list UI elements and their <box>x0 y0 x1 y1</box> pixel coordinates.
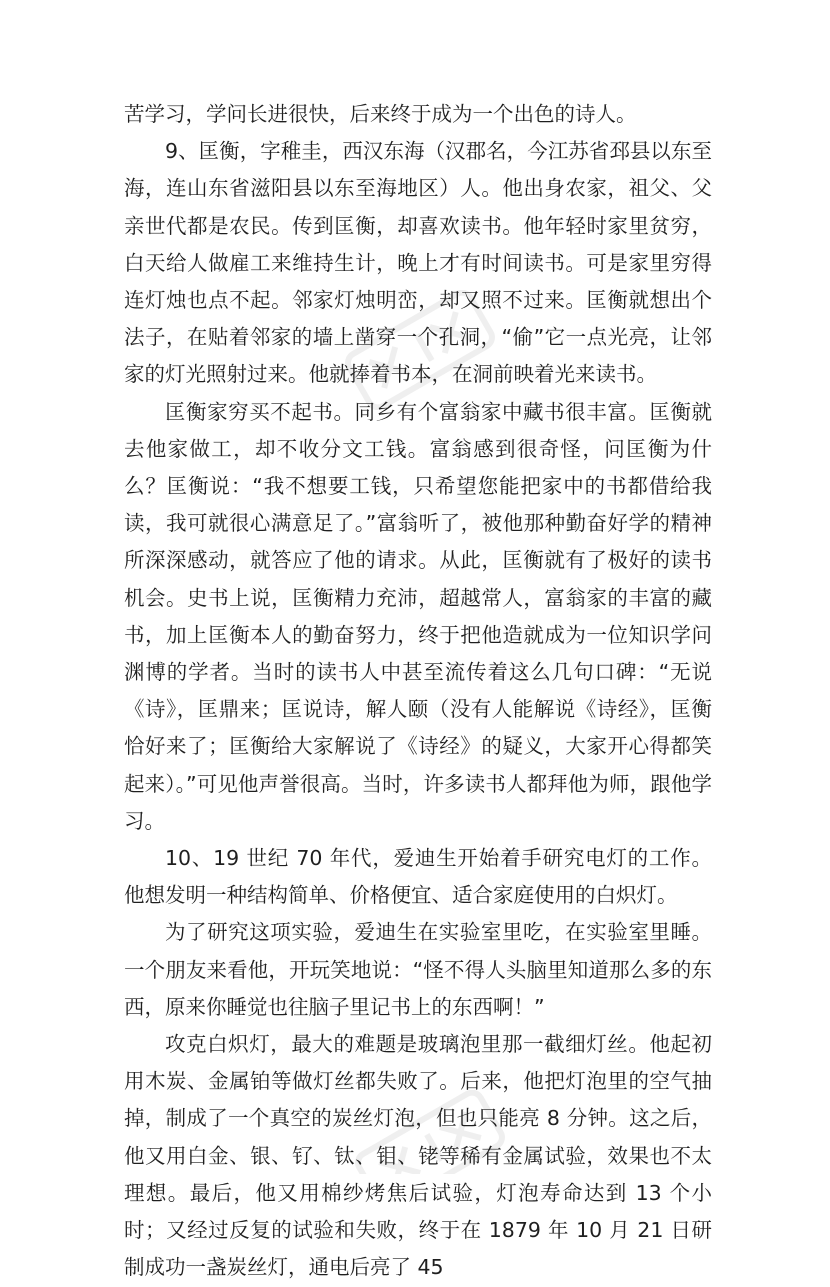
document-body <box>124 96 712 1287</box>
paragraph-edison-intro: 10、19 世纪 70 年代，爱迪生开始着手研究电灯的工作。他想发明一种结构简单、价格便宜、适合家庭使用的白炽灯。 <box>124 846 712 908</box>
paragraph-edison-lab: 为了研究这项实验，爱迪生在实验室里吃，在实验室里睡。一个朋友来看他，开玩笑地说：“怪不得人头脑里知道那么多的东西，原来你睡觉也往脑子里记书上的东西啊！” <box>124 920 712 1019</box>
paragraph-kuang-heng-books: 匡衡家穷买不起书。同乡有个富翁家中藏书很丰富。匡衡就去他家做工，却不收分文工钱。富翁感到很奇怪，问匡衡为什么？匡衡说：“我不想要工钱，只希望您能把家中的书都借给我读，我可就很心满意足了。”富翁听了，被他那种勤奋好学的精神所深深感动，就答应了他的请求。从此，匡衡就有了极好的读书机会。史书上说，匡衡精力充沛，超越常人，富翁家的丰富的藏书，加上匡衡本人的勤奋努力，终于把他造就成为一位知识学问渊博的学者。当时的读书人中甚至流传着这么几句口碑：“无说《诗》，匡鼎来；匡说诗，解人颐（没有人能解说《诗经》，匡衡恰好来了；匡衡给大家解说了《诗经》的疑义，大家开心得都笑起来）。”可见他声誉很高。当时，许多读书人都拜他为师，跟他学习。 <box>124 399 712 833</box>
paragraph-edison-filament: 攻克白炽灯，最大的难题是玻璃泡里那一截细灯丝。他起初用木炭、金属铂等做灯丝都失败了。后来，他把灯泡里的空气抽掉，制成了一个真空的炭丝灯泡，但也只能亮 8 分钟。这之后，他又用白金、银、钌、钛、钼、铑等稀有金属试验，效果也不太理想。最后，他又用棉纱烤焦后试验，灯泡寿命达到 13 个小时；又经过反复的试验和失败，终于在 1879 年 10 月 21 日研制成功一盏炭丝灯，通电后亮了 45 <box>124 1032 712 1280</box>
paragraph-continuation: 苦学习，学问长进很快，后来终于成为一个出色的诗人。 <box>124 102 637 126</box>
paragraph-kuang-heng-intro: 9、匡衡，字稚圭，西汉东海（汉郡名，今江苏省邳县以东至海，连山东省滋阳县以东至海地区）人。他出身农家，祖父、父亲世代都是农民。传到匡衡，却喜欢读书。他年轻时家里贫穷，白天给人做雇工来维持生计，晚上才有时间读书。可是家里穷得连灯烛也点不起。邻家灯烛明峦，却又照不过来。匡衡就想出个法子，在贴着邻家的墙上凿穿一个孔洞，“偷”它一点光亮，让邻家的灯光照射过来。他就捧着书本，在洞前映着光来读书。 <box>124 139 712 387</box>
